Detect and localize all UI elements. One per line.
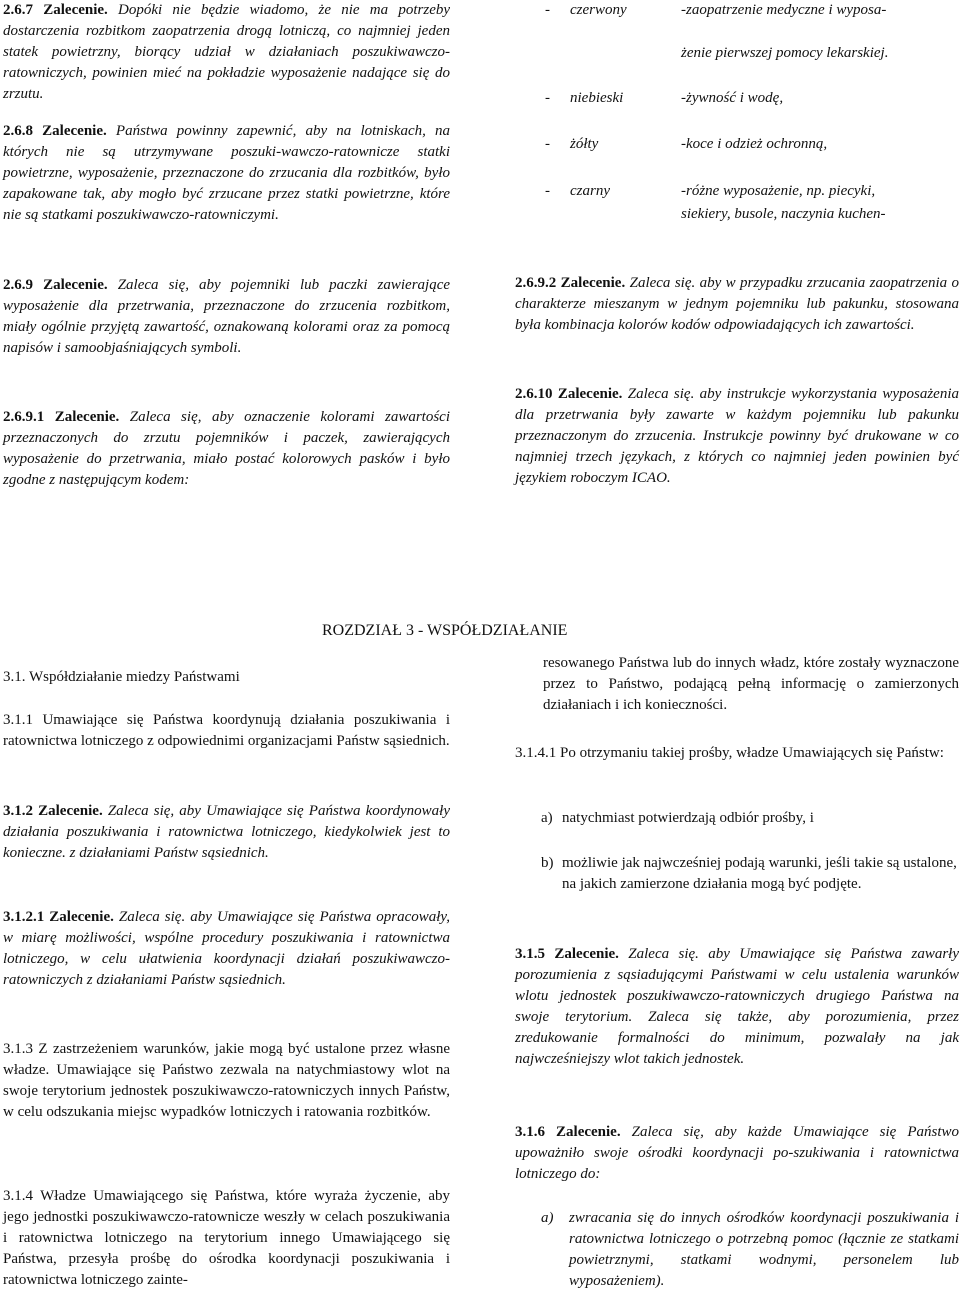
list-item-label: b): [541, 855, 554, 871]
list-dash: -: [545, 2, 550, 18]
recommendation-label: Zalecenie.: [54, 409, 120, 425]
section-3-1-2: [3, 801, 450, 864]
section-body: Dopóki nie będzie wiadomo, że nie ma potrzeby dostarczenia rozbitkom zaopatrzenia drogą lotniczą, co najmniej jeden statek powietrzny, biorący udział w działaniach poszukiwawczo-ratowniczych, powinien mieć na pokładzie wyposażenie nadające się do zrzutu.: [3, 2, 451, 102]
list-item-text: natychmiast potwierdzają odbiór prośby, i: [562, 810, 814, 826]
section-3-1-4-1: [515, 743, 959, 764]
recommendation-label: Zalecenie.: [49, 909, 114, 925]
section-3-1-3: [3, 1039, 450, 1123]
section-3-1-4-continued: resowanego Państwa lub do innych władz, które zostały wyznaczone przez to Państwo, podającą pełną informację o zamierzonych działaniach i ich konieczności.: [543, 655, 959, 713]
color-description: -zaopatrzenie medyczne i wyposa-: [681, 2, 887, 18]
color-name: niebieski: [570, 90, 624, 106]
section-number: 3.1.4: [3, 1188, 33, 1204]
section-body: Umawiające się Państwa koordynują działania poszukiwania i ratownictwa lotniczego z odpowiednimi organizacjami Państw sąsiednich.: [3, 712, 450, 749]
section-number: 3.1.4.1: [515, 745, 557, 761]
list-dash: -: [545, 90, 550, 106]
color-description-continuation: żenie pierwszej pomocy lekarskiej.: [681, 45, 889, 61]
recommendation-label: Zalecenie.: [43, 277, 108, 293]
list-item-text: możliwie jak najwcześniej podają warunki, jeśli takie są ustalone, na jakich zamierzone działania mogą być podjęte.: [562, 855, 957, 892]
section-body: Władze Umawiającego się Państwa, które wyraża życzenie, aby jego jednostki poszukiwawczo-ratownicze weszły w celach poszukiwania i ratownictwa lotniczego na terytorium innego Umawiającego się Państwa, przesyła prośbę do ośrodka koordynacji poszukiwania i ratownictwa lotniczego zainte-: [3, 1188, 450, 1288]
recommendation-label: Zalecenie.: [42, 123, 107, 139]
section-number: 3.1.6: [515, 1124, 545, 1140]
section-3-1-2-1: [3, 907, 450, 991]
section-body: Zaleca się, aby oznaczenie kolorami zawartości przeznaczonych do zrzutu pojemników i paczek, zawierających wyposażenie do przetrwania, miało postać kolorowych pasków i było zgodne z następującym kodem:: [3, 409, 450, 488]
list-item: [541, 1208, 959, 1292]
list-item: [541, 808, 959, 829]
section-2-6-9-2: [515, 273, 959, 336]
list-item-label: a): [541, 1210, 554, 1226]
recommendation-label: Zalecenie.: [38, 803, 103, 819]
color-code-row: [545, 0, 945, 21]
color-description: -żywność i wodę,: [681, 90, 784, 106]
section-2-6-8: [3, 121, 450, 226]
section-3-1-1: [3, 710, 450, 752]
section-body: Państwa powinny zapewnić, aby na lotniskach, na których nie są utrzymywane poszuki-wawczo-ratownicze statki powietrzne, wyposażenie, przeznaczone do zrzucania dla rozbitków, było zapakowane tak, aby mogło być zrzucane przez statki powietrzne, które nie są statkami poszukiwawczo-ratowniczymi.: [3, 123, 451, 223]
recommendation-label: Zalecenie.: [560, 275, 626, 291]
list-dash: -: [545, 136, 550, 152]
color-name: żółty: [570, 136, 599, 152]
section-body: Zaleca się. aby w przypadku zrzucania zaopatrzenia o charakterze mieszanym w jednym pojemniku lub pakunku, stosowana była kombinacja kolorów kodów odpowiadających ich zawartości.: [515, 275, 960, 333]
section-2-6-10: [515, 384, 959, 489]
section-number: 2.6.9: [3, 277, 33, 293]
list-item: [541, 853, 959, 895]
section-3-1-5: [515, 944, 959, 1070]
section-number: 2.6.9.2: [515, 275, 557, 291]
color-name: czerwony: [570, 2, 627, 18]
color-code-row: [545, 181, 945, 202]
section-number: 2.6.9.1: [3, 409, 45, 425]
section-2-6-9-1: [3, 407, 450, 491]
section-2-6-7: [3, 0, 450, 105]
section-number: 2.6.8: [3, 123, 33, 139]
section-2-6-9: [3, 275, 450, 359]
recommendation-label: Zalecenie.: [43, 2, 108, 18]
list-dash: -: [545, 183, 550, 199]
subchapter-heading: 3.1. Współdziałanie miedzy Państwami: [3, 669, 240, 685]
section-number: 2.6.7: [3, 2, 33, 18]
section-number: 3.1.2: [3, 803, 33, 819]
list-item-text: zwracania się do innych ośrodków koordynacji poszukiwania i ratownictwa lotniczego o potrzebną pomoc (łącznie ze statkami powietrznymi, statkami wodnymi, personelem lub wyposażeniem).: [569, 1210, 959, 1289]
section-number: 3.1.2.1: [3, 909, 45, 925]
section-body: Zaleca się, aby każde Umawiające się Państwo upoważniło swoje ośrodki koordynacji po-szukiwania i ratownictwa lotniczego do:: [515, 1124, 959, 1182]
section-number: 2.6.10: [515, 386, 553, 402]
recommendation-label: Zalecenie.: [556, 1124, 621, 1140]
section-body: Zaleca się, aby Umawiające się Państwa koordynowały działania poszukiwania i ratownictwa lotniczego, kiedykolwiek jest to konieczne. z działaniami Państw sąsiednich.: [3, 803, 451, 861]
section-body: Zaleca się. aby Umawiające się Państwa opracowały, w miarę możliwości, wspólne procedury poszukiwania i ratownictwa lotniczego, w celu ułatwienia koordynacji działań poszukiwawczo-ratowniczych z działaniami Państw sąsiednich.: [3, 909, 450, 988]
list-item-label: a): [541, 810, 553, 826]
section-number: 3.1.3: [3, 1041, 33, 1057]
color-code-row: [545, 88, 945, 109]
section-body: Zaleca się. aby instrukcje wykorzystania wyposażenia dla przetrwania były zawarte w każdym pojemniku lub pakunku przeznaczonym do zrzucenia. Instrukcje powinny być drukowane w co najmniej trzech językach, z których co najmniej jeden powinien być językiem roboczym ICAO.: [515, 386, 959, 486]
section-number: 3.1.1: [3, 712, 33, 728]
section-body: Zaleca się. aby Umawiające się Państwa zawarły porozumienia z sąsiadującymi Państwami w celu ustalenia warunków wlotu jednostek poszukiwawczo-ratowniczych drugiego Państwa na swoje terytorium. Zaleca się także, aby porozumienia, przez zredukowanie formalności do minimum, pozwalały na jak najwcześniejszy wlot takich jednostek.: [515, 946, 959, 1067]
color-description: -różne wyposażenie, np. piecyki,: [681, 183, 876, 199]
section-3-1-4: [3, 1186, 450, 1291]
recommendation-label: Zalecenie.: [554, 946, 619, 962]
section-3-1-6: [515, 1122, 959, 1185]
color-name: czarny: [570, 183, 610, 199]
section-body: Po otrzymaniu takiej prośby, władze Umawiających się Państw:: [560, 745, 944, 761]
section-body: Z zastrzeżeniem warunków, jakie mogą być ustalone przez własne władze. Umawiające się Państwo zezwala na natychmiastowy wlot na swoje terytorium jednostek poszukiwawczo-ratowniczych innych Państw, w celu odszukania miejsc wypadków lotniczych i ratowania rozbitków.: [3, 1041, 451, 1120]
chapter-title: ROZDZIAŁ 3 - WSPÓŁDZIAŁANIE: [322, 622, 568, 639]
section-body: Zaleca się, aby pojemniki lub paczki zawierające wyposażenie dla przetrwania, przeznaczone do zrzucenia rozbitkom, miały ogólnie przyjętą zawartość, oznakowaną kolorami oraz za pomocą napisów i samoobjaśniających symboli.: [3, 277, 451, 356]
color-description: -koce i odzież ochronną,: [681, 136, 828, 152]
section-number: 3.1.5: [515, 946, 545, 962]
color-code-row: [545, 134, 945, 155]
color-description-continuation: siekiery, busole, naczynia kuchen-: [681, 206, 886, 222]
recommendation-label: Zalecenie.: [557, 386, 623, 402]
